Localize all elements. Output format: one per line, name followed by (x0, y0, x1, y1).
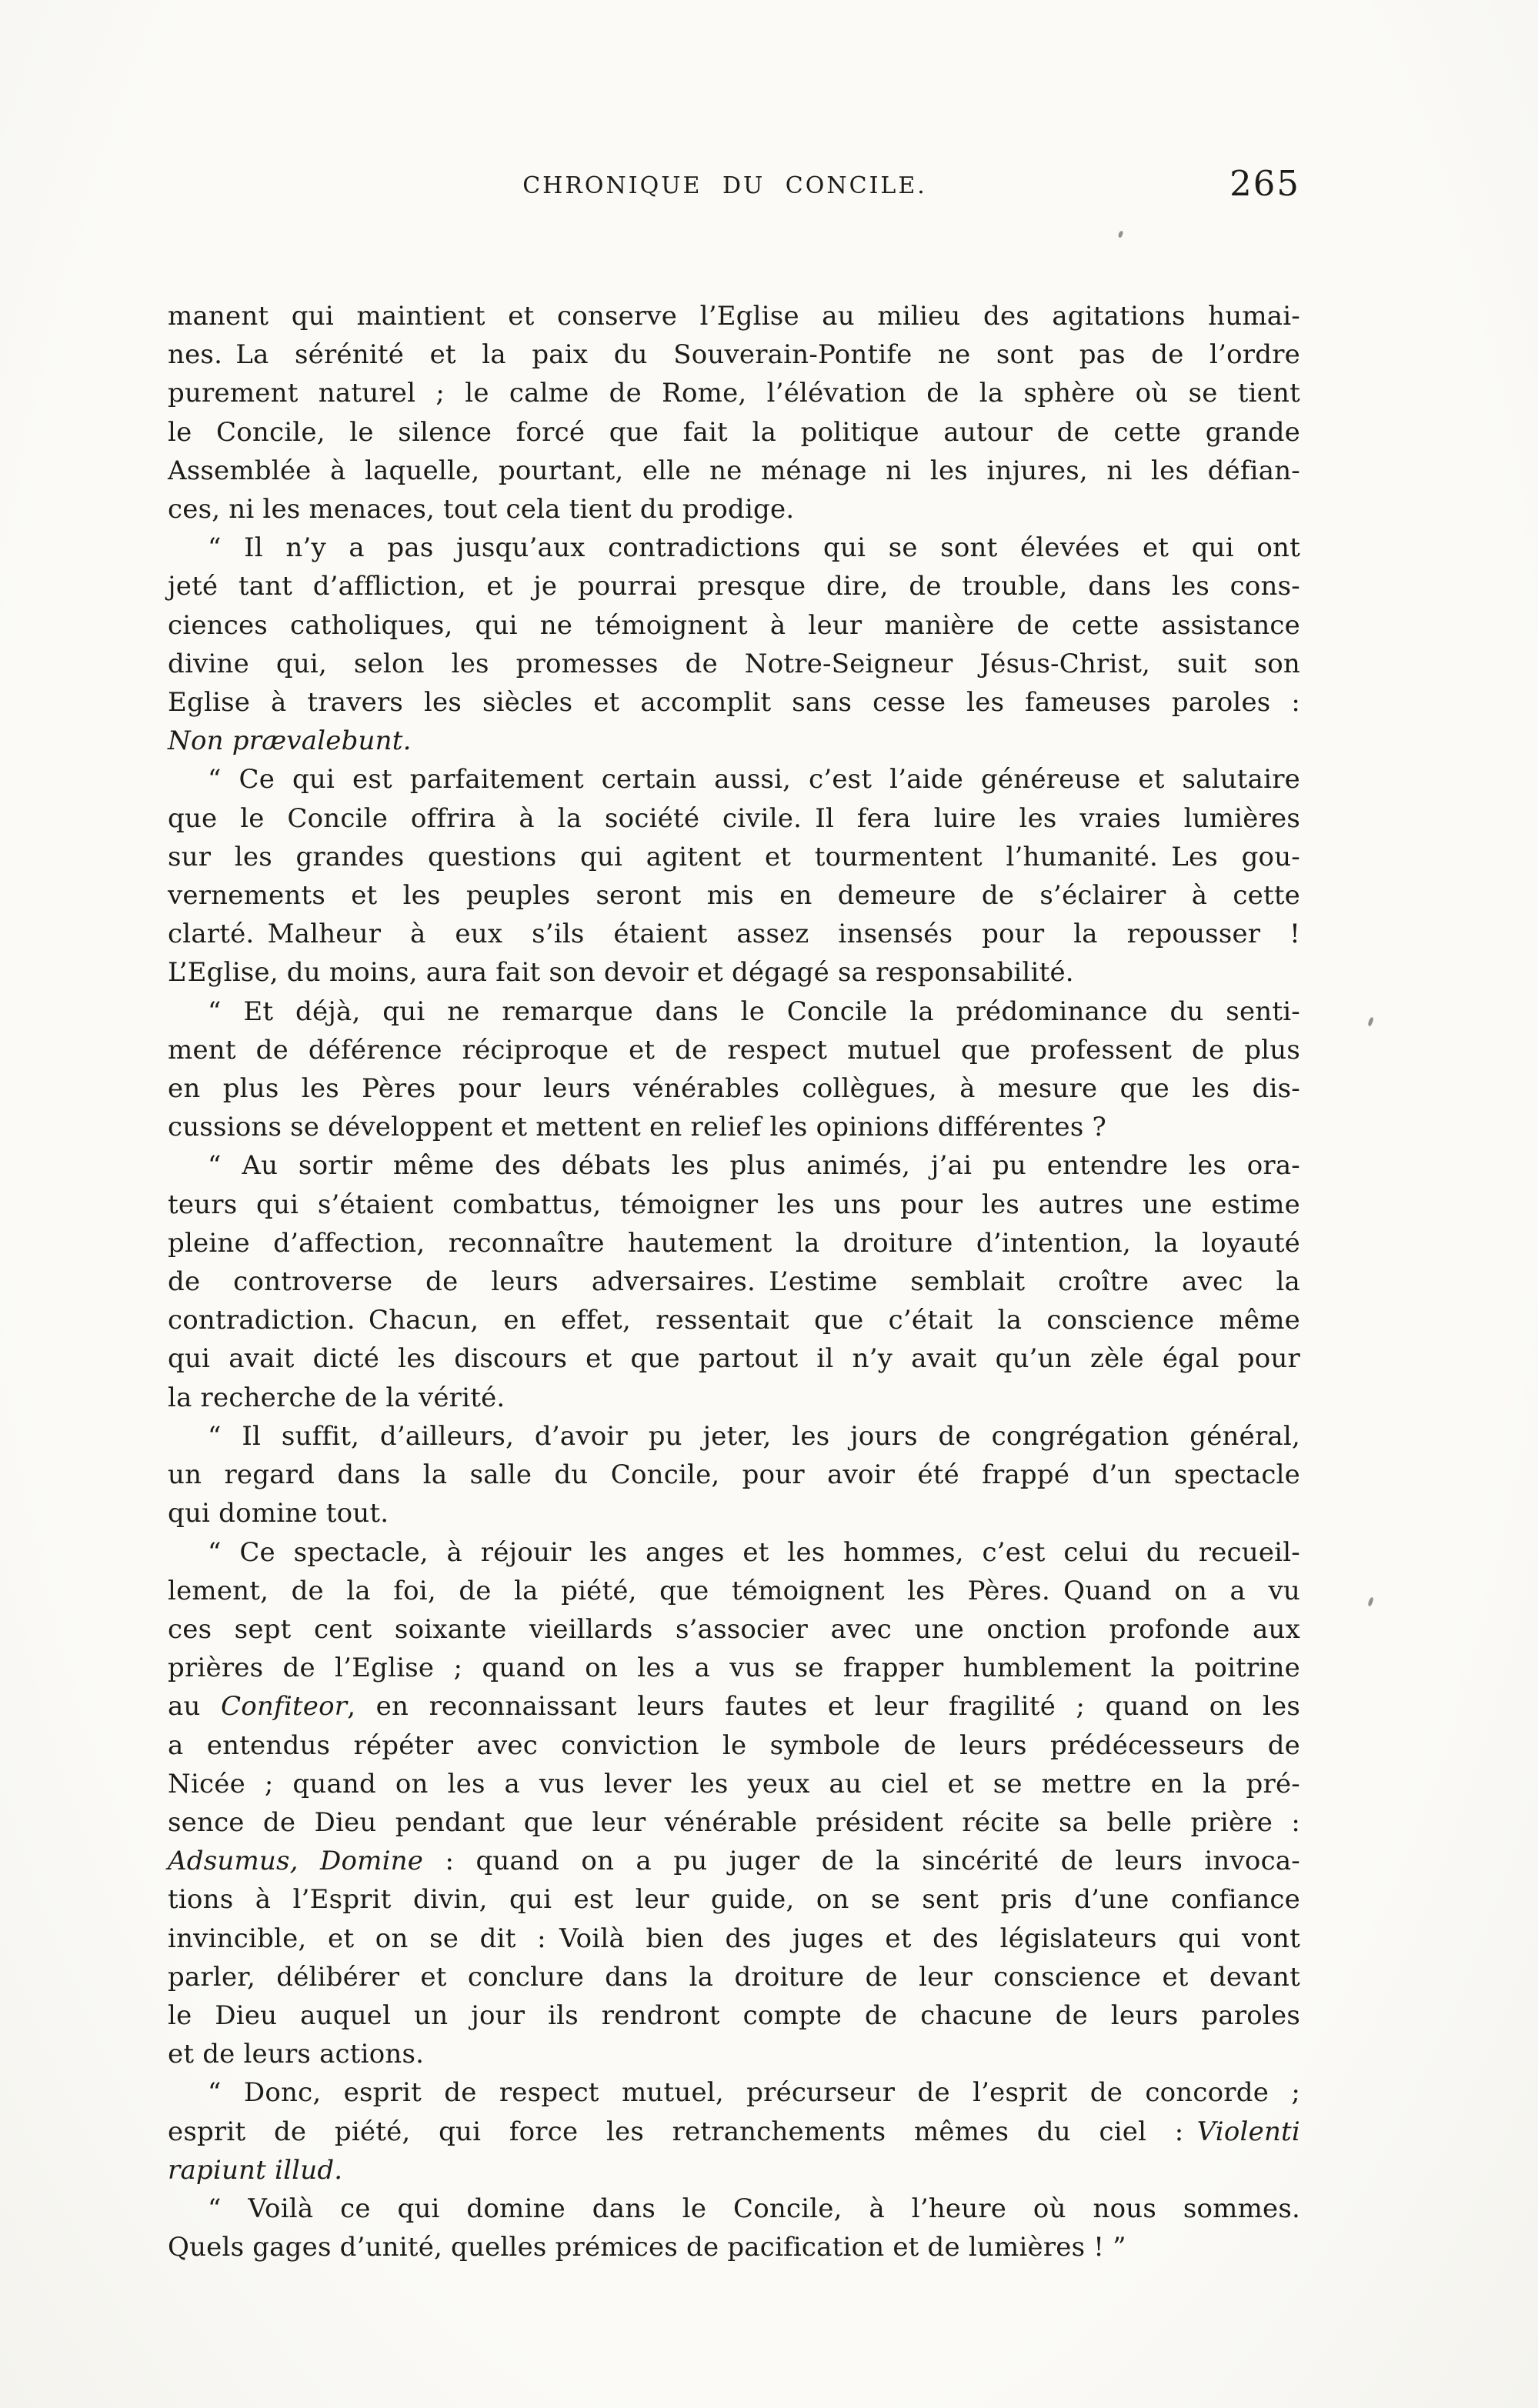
text-line: de controverse de leurs adversaires. L’estime semblait croître avec la (168, 1266, 1300, 1298)
text-line: L’Eglise, du moins, aura fait son devoir et dégagé sa responsabilité. (168, 957, 1074, 989)
text-line: “ Ce spectacle, à réjouir les anges et les hommes, c’est celui du recueil- (208, 1536, 1300, 1568)
text-line: a entendus répéter avec conviction le symbole de leurs prédécesseurs de (168, 1729, 1300, 1761)
scan-speck (1367, 1597, 1373, 1607)
text-line: et de leurs actions. (168, 2039, 425, 2070)
text-line: Eglise à travers les siècles et accomplit sans cesse les fameuses paroles : (168, 687, 1300, 719)
text-line: au Confiteor, en reconnaissant leurs fautes et leur fragilité ; quand on les (168, 1691, 1300, 1723)
text-line: ces sept cent soixante vieillards s’associer avec une onction profonde aux (168, 1613, 1300, 1645)
page-body (168, 297, 1300, 2266)
text-line: “ Voilà ce qui domine dans le Concile, à l’heure où nous sommes. (208, 2193, 1300, 2224)
text-line: lement, de la foi, de la piété, que témoignent les Pères. Quand on a vu (168, 1575, 1300, 1606)
text-line: ciences catholiques, qui ne témoignent à leur manière de cette assistance (168, 609, 1300, 641)
text-line: vernements et les peuples seront mis en demeure de s’éclairer à cette (168, 880, 1300, 912)
paragraph (168, 1417, 1300, 1533)
text-line: en plus les Pères pour leurs vénérables collègues, à mesure que les dis- (168, 1073, 1300, 1105)
text-line: “ Au sortir même des débats les plus animés, j’ai pu entendre les ora- (208, 1150, 1300, 1182)
paragraph (168, 760, 1300, 992)
text-line: “ Ce qui est parfaitement certain aussi, c’est l’aide généreuse et salutaire (208, 764, 1300, 795)
scan-speck (1118, 230, 1124, 238)
text-line: clarté. Malheur à eux s’ils étaient assez insensés pour la repousser ! (168, 919, 1300, 950)
page-number: 265 (1229, 163, 1300, 204)
text-line: ces, ni les menaces, tout cela tient du prodige. (168, 494, 795, 525)
paragraph (168, 992, 1300, 1147)
text-line: Non prævalebunt. (168, 725, 412, 757)
text-line: contradiction. Chacun, en effet, ressentait que c’était la conscience même (168, 1305, 1300, 1336)
text-line: teurs qui s’étaient combattus, témoigner les uns pour les autres une estime (168, 1189, 1300, 1220)
running-title: CHRONIQUE DU CONCILE. (522, 172, 927, 199)
text-line: un regard dans la salle du Concile, pour avoir été frappé d’un spectacle (168, 1459, 1300, 1491)
text-line: ment de déférence réciproque et de respect mutuel que professent de plus (168, 1034, 1300, 1066)
text-line: le Concile, le silence forcé que fait la politique autour de cette grande (168, 416, 1300, 448)
text-line: qui domine tout. (168, 1498, 389, 1529)
text-line: le Dieu auquel un jour ils rendront compte de chacune de leurs paroles (168, 1999, 1300, 2031)
text-line: pleine d’affection, reconnaître hautement la droiture d’intention, la loyauté (168, 1227, 1300, 1259)
paragraph (168, 1533, 1300, 2074)
text-line: “ Il suffit, d’ailleurs, d’avoir pu jeter, les jours de congrégation général, (208, 1420, 1300, 1452)
paragraph (168, 297, 1300, 529)
paragraph (168, 2190, 1300, 2266)
text-line: manent qui maintient et conserve l’Eglise au milieu des agitations humai- (168, 301, 1300, 332)
text-line: “ Donc, esprit de respect mutuel, précurseur de l’esprit de concorde ; (208, 2077, 1300, 2109)
text-line: nes. La sérénité et la paix du Souverain-Pontife ne sont pas de l’ordre (168, 339, 1300, 371)
text-line: tions à l’Esprit divin, qui est leur guide, on se sent pris d’une confiance (168, 1884, 1300, 1916)
text-line: esprit de piété, qui force les retranchements mêmes du ciel : Violenti (168, 2116, 1300, 2147)
paragraph (168, 529, 1300, 760)
text-line: “ Il n’y a pas jusqu’aux contradictions qui se sont élevées et qui ont (208, 532, 1300, 564)
text-line: rapiunt illud. (168, 2154, 343, 2186)
paragraph (168, 2073, 1300, 2190)
paragraph (168, 1146, 1300, 1416)
text-line: parler, délibérer et conclure dans la droiture de leur conscience et devant (168, 1961, 1300, 1993)
text-line: “ Et déjà, qui ne remarque dans le Concile la prédominance du senti- (208, 996, 1300, 1027)
text-line: sur les grandes questions qui agitent et tourmentent l’humanité. Les gou- (168, 841, 1300, 872)
text-line: la recherche de la vérité. (168, 1382, 505, 1413)
text-line: divine qui, selon les promesses de Notre-Seigneur Jésus-Christ, suit son (168, 648, 1300, 679)
text-line: Nicée ; quand on les a vus lever les yeux au ciel et se mettre en la pré- (168, 1768, 1300, 1799)
text-line: Quels gages d’unité, quelles prémices de pacification et de lumières ! ” (168, 2232, 1126, 2263)
text-line: purement naturel ; le calme de Rome, l’élévation de la sphère où se tient (168, 378, 1300, 409)
text-line: Adsumus, Domine : quand on a pu juger de la sincérité de leurs invoca- (168, 1846, 1300, 1877)
text-line: que le Concile offrira à la société civile. Il fera luire les vraies lumières (168, 802, 1300, 834)
text-line: prières de l’Eglise ; quand on les a vus se frapper humblement la poitrine (168, 1653, 1300, 1684)
scan-speck (1367, 1017, 1373, 1027)
text-line: jeté tant d’affliction, et je pourrai presque dire, de trouble, dans les cons- (168, 571, 1300, 602)
page-header (168, 163, 1300, 214)
text-line: sence de Dieu pendant que leur vénérable président récite sa belle prière : (168, 1806, 1300, 1838)
text-line: invincible, et on se dit : Voilà bien des juges et des législateurs qui vont (168, 1923, 1300, 1954)
text-line: Assemblée à laquelle, pourtant, elle ne ménage ni les injures, ni les défian- (168, 455, 1300, 486)
text-line: cussions se développent et mettent en relief les opinions différentes ? (168, 1112, 1106, 1143)
text-line: qui avait dicté les discours et que partout il n’y avait qu’un zèle égal pour (168, 1343, 1300, 1375)
